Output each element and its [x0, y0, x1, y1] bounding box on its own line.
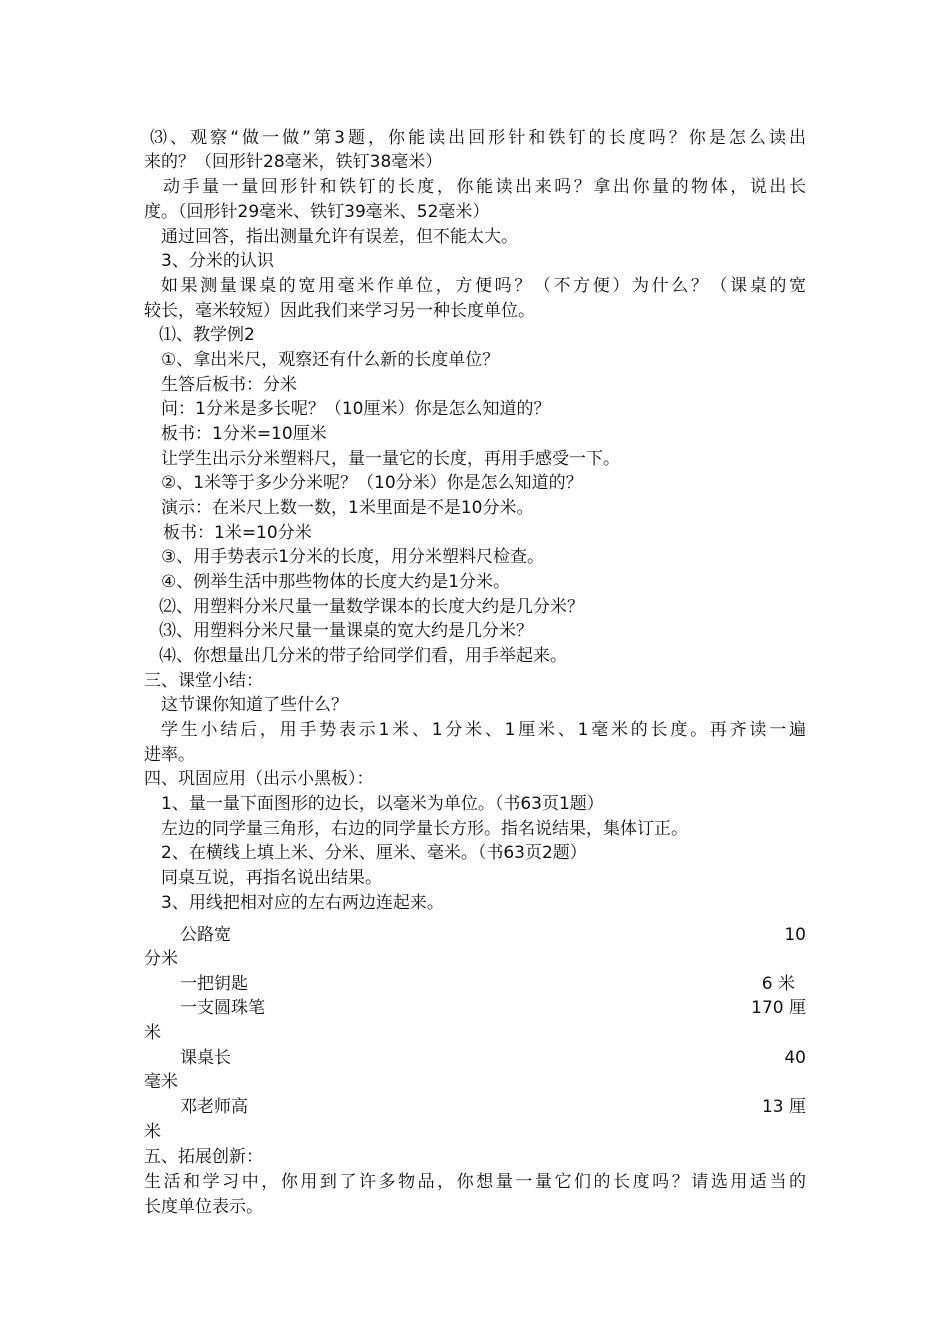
match-right-item-wrap: 米: [144, 1122, 161, 1142]
match-right-item: 6 米: [761, 974, 795, 994]
text-line: 来的？（回形针28毫米，铁钉38毫米）: [144, 152, 443, 172]
match-right-item: 13 厘: [761, 1097, 806, 1117]
match-right-item-wrap: 分米: [144, 949, 178, 969]
match-right-item-wrap: 毫米: [144, 1072, 178, 1092]
match-right-item: 170 厘: [751, 998, 806, 1018]
text-line: 度。（回形针29毫米、铁钉39毫米、52毫米）: [144, 202, 490, 222]
text-line: 让学生出示分米塑料尺，量一量它的长度，再用手感受一下。: [161, 449, 620, 469]
text-line: ②、1米等于多少分米呢？（10分米）你是怎么知道的？: [161, 473, 583, 493]
text-line: ④、例举生活中那些物体的长度大约是1分米。: [161, 572, 511, 592]
text-line: 左边的同学量三角形，右边的同学量长方形。指名说结果，集体订正。: [161, 819, 688, 839]
text-line: 动手量一量回形针和铁钉的长度，你能读出来吗？拿出你量的物体，说出长: [163, 177, 806, 197]
text-line: ①、拿出米尺，观察还有什么新的长度单位？: [161, 350, 500, 370]
text-line: ⑶、用塑料分米尺量一量课桌的宽大约是几分米？: [159, 621, 533, 641]
text-line: 生答后板书：分米: [161, 375, 297, 395]
text-line: ⑴、教学例2: [159, 325, 255, 345]
text-line: 演示：在米尺上数一数，1米里面是不是10分米。: [161, 498, 534, 518]
text-line: 生活和学习中，你用到了许多物品，你想量一量它们的长度吗？请选用适当的: [144, 1172, 806, 1192]
match-left-item: 公路宽: [180, 925, 231, 945]
match-left-item: 一把钥匙: [180, 974, 248, 994]
text-line: 问：1分米是多长呢？（10厘米）你是怎么知道的？: [161, 399, 551, 419]
text-line: 通过回答，指出测量允许有误差，但不能太大。: [161, 227, 518, 247]
text-line: 长度单位表示。: [144, 1197, 263, 1217]
text-line: 进率。: [144, 745, 195, 765]
match-left-item: 课桌长: [180, 1048, 231, 1068]
text-line: 2、在横线上填上米、分米、厘米、毫米。（书63页2题）: [161, 843, 587, 863]
text-line: 板书：1米=10分米: [163, 523, 312, 543]
text-line: ③、用手势表示1分米的长度，用分米塑料尺检查。: [161, 547, 545, 567]
text-line: 如果测量课桌的宽用毫米作单位，方便吗？（不方便）为什么？（课桌的宽: [161, 276, 806, 296]
text-line: 学生小结后，用手势表示1米、1分米、1厘米、1毫米的长度。再齐读一遍: [161, 720, 806, 740]
match-left-item: 邓老师高: [180, 1097, 248, 1117]
text-line: ⑷、你想量出几分米的带子给同学们看，用手举起来。: [159, 646, 567, 666]
text-line: ⑵、用塑料分米尺量一量数学课本的长度大约是几分米？: [159, 597, 584, 617]
text-line: 同桌互说，再指名说出结果。: [161, 868, 382, 888]
section-heading: 四、巩固应用（出示小黑板）：: [144, 769, 374, 789]
match-right-item-wrap: 米: [144, 1023, 161, 1043]
match-left-item: 一支圆珠笔: [180, 998, 265, 1018]
match-right-item: 10: [784, 925, 806, 945]
text-line: ⑶、观察“做一做”第3题，你能读出回形针和铁钉的长度吗？你是怎么读出: [150, 128, 806, 148]
text-line: 这节课你知道了些什么？: [161, 695, 348, 715]
section-heading: 三、课堂小结：: [144, 671, 263, 691]
text-line: 3、用线把相对应的左右两边连起来。: [161, 893, 444, 913]
text-line: 1、量一量下面图形的边长，以毫米为单位。（书63页1题）: [161, 794, 604, 814]
text-line: 较长，毫米较短）因此我们来学习另一种长度单位。: [144, 301, 535, 321]
match-right-item: 40: [784, 1048, 806, 1068]
section-heading: 3、分米的认识: [161, 251, 274, 271]
section-heading: 五、拓展创新：: [144, 1147, 263, 1167]
text-line: 板书：1分米=10厘米: [161, 424, 327, 444]
